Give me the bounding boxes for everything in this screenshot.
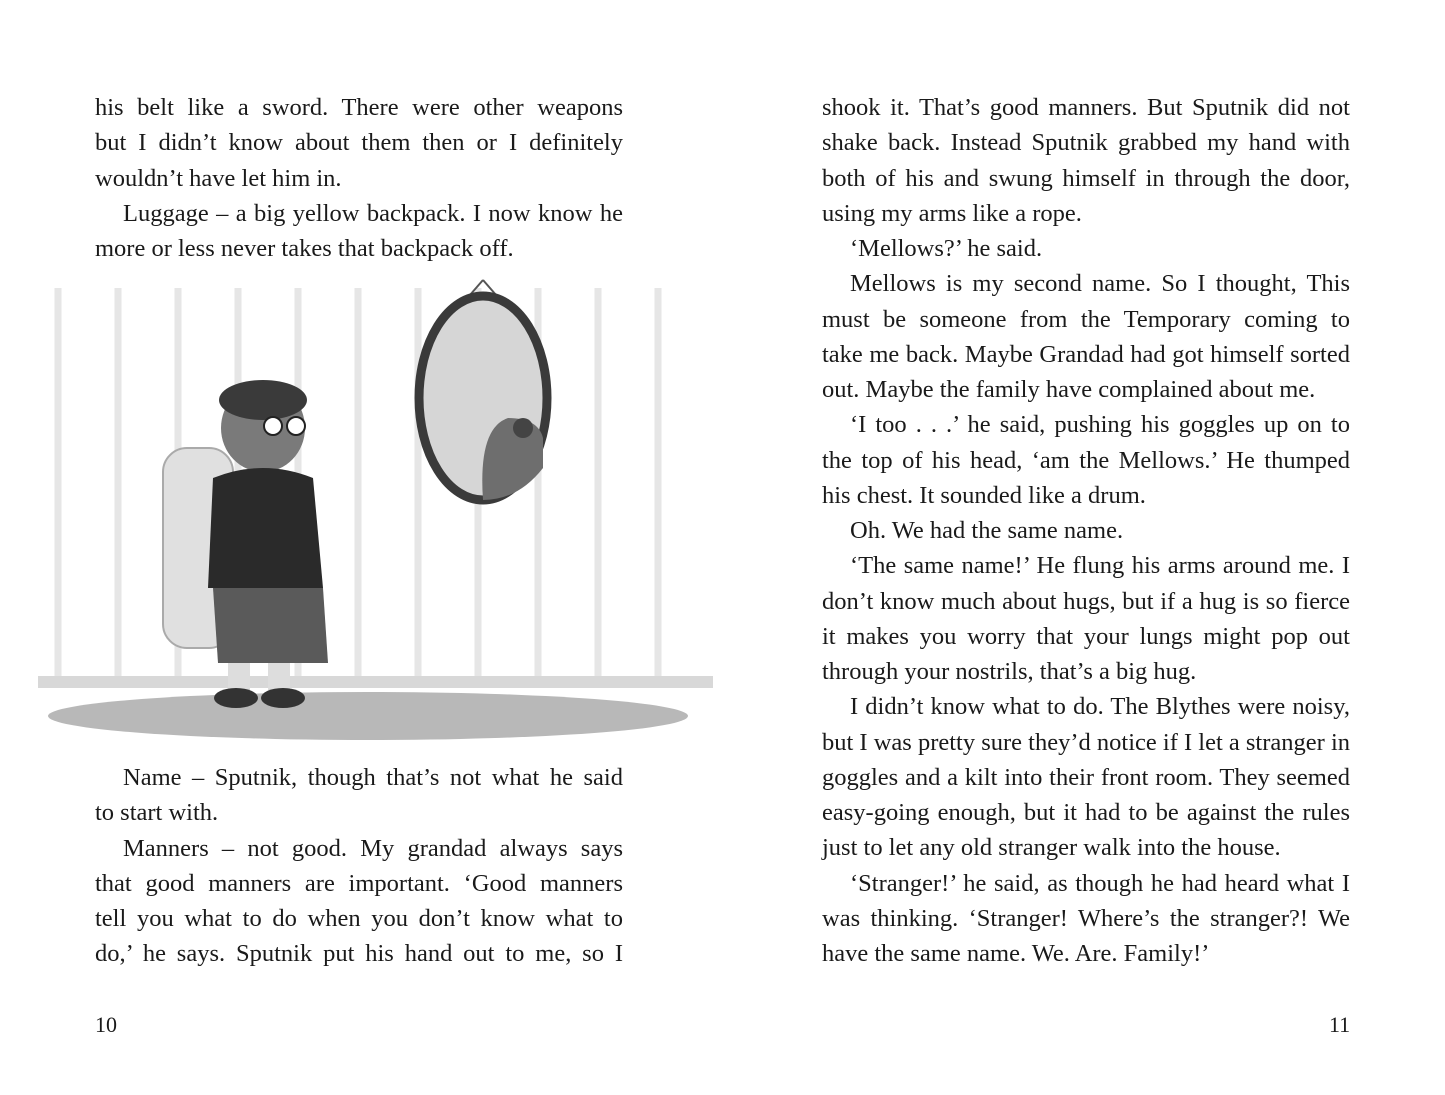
paragraph	[822, 231, 1350, 266]
skirting-board	[38, 676, 713, 688]
text-line: that good manners are important. ‘Good manners	[95, 869, 623, 897]
paragraph	[822, 407, 1350, 513]
paragraph	[95, 831, 623, 972]
text-block	[822, 90, 1350, 971]
text-line: more or less never takes that backpack off.	[95, 235, 514, 262]
text-line: just to let any old stranger walk into the house.	[822, 834, 1281, 862]
text-line: Luggage – a big yellow backpack. I now know he	[123, 199, 623, 227]
paragraph	[822, 266, 1350, 407]
text-block	[95, 90, 623, 266]
text-line: easy-going enough, but it had to be against the rules	[822, 799, 1350, 826]
text-line: goggles and a kilt into their front room. They seemed	[822, 763, 1350, 791]
text-line: but I didn’t know about them then or I definitely	[95, 129, 623, 157]
text-line: both of his and swung himself in through the door,	[822, 164, 1350, 192]
text-line: it makes you worry that your lungs might pop out	[822, 622, 1350, 650]
text-line: using my arms like a rope.	[822, 199, 1082, 227]
page-number: 11	[1329, 1012, 1351, 1037]
wall-stripes	[58, 288, 658, 678]
text-line: must be someone from the Temporary coming to	[822, 305, 1350, 333]
paragraph	[822, 90, 1350, 231]
text-line: ‘I too . . .’ he said, pushing his goggles up on to	[850, 411, 1350, 439]
text-line: Manners – not good. My grandad always says	[123, 834, 623, 862]
text-line: shook it. That’s good manners. But Sputnik did not	[822, 94, 1350, 121]
text-line: wouldn’t have let him in.	[95, 164, 342, 192]
text-line: don’t know much about hugs, but if a hug is so fierce	[822, 587, 1350, 615]
text-line: ‘Stranger!’ he said, as though he had heard what I	[850, 869, 1350, 897]
text-line: his belt like a sword. There were other weapons	[95, 94, 623, 121]
text-line: Name – Sputnik, though that’s not what he said	[123, 764, 623, 791]
paragraph	[822, 548, 1350, 689]
text-line: Oh. We had the same name.	[850, 517, 1124, 544]
text-line: Mellows is my second name. So I thought, This	[850, 270, 1350, 298]
text-line: was thinking. ‘Stranger! Where’s the stranger?! We	[822, 904, 1350, 932]
text-line: the top of his head, ‘am the Mellows.’ He thumped	[822, 446, 1350, 474]
text-line: to start with.	[95, 799, 219, 827]
text-line: his chest. It sounded like a drum.	[822, 481, 1146, 509]
text-line: have the same name. We. Are. Family!’	[822, 940, 1210, 967]
paragraph	[95, 196, 623, 267]
mirror	[419, 280, 547, 500]
sputnik-character	[163, 380, 328, 708]
paragraph	[95, 760, 623, 831]
paragraph	[822, 866, 1350, 972]
paragraph	[822, 513, 1350, 548]
text-line: shake back. Instead Sputnik grabbed my hand with	[822, 129, 1350, 157]
text-line: ‘Mellows?’ he said.	[850, 235, 1043, 262]
text-line: tell you what to do when you don’t know what to	[95, 905, 623, 932]
text-line: ‘The same name!’ He flung his arms around me. I	[850, 552, 1350, 580]
page-number: 10	[95, 1012, 117, 1037]
paragraph	[95, 90, 623, 196]
text-line: but I was pretty sure they’d notice if I let a stranger in	[822, 728, 1350, 756]
text-line: I didn’t know what to do. The Blythes were noisy,	[850, 693, 1350, 721]
text-line: take me back. Maybe Grandad had got himself sorted	[822, 340, 1350, 368]
text-line: do,’ he says. Sputnik put his hand out to me, so I	[95, 940, 623, 968]
paragraph	[822, 689, 1350, 865]
illustration-sputnik-mirror	[38, 268, 713, 750]
floor-shadow	[48, 692, 688, 740]
text-line: through your nostrils, that’s a big hug.	[822, 658, 1197, 685]
text-line: out. Maybe the family have complained about me.	[822, 376, 1316, 403]
text-block	[95, 760, 623, 972]
